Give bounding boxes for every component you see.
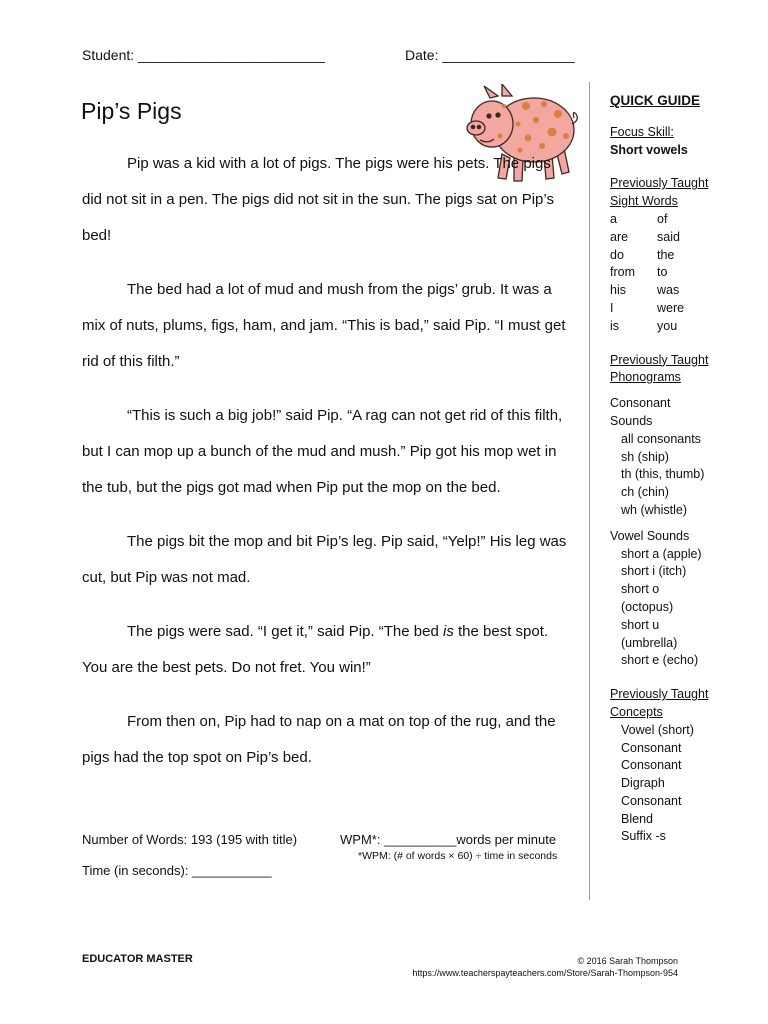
concept-item: Blend bbox=[621, 811, 653, 826]
educator-master-label: EDUCATOR MASTER bbox=[82, 953, 193, 965]
sight-word: said bbox=[657, 229, 680, 244]
quick-guide bbox=[610, 92, 760, 846]
sight-word: his bbox=[610, 283, 626, 298]
consonant-item: th (this, thumb) bbox=[621, 467, 705, 482]
guide-title: QUICK GUIDE bbox=[610, 93, 701, 108]
vowel-item: short a (apple) bbox=[621, 546, 702, 561]
sight-word: the bbox=[657, 247, 675, 262]
sight-word: are bbox=[610, 229, 629, 244]
sight-word: I bbox=[610, 300, 614, 315]
wpm-formula: *WPM: (# of words × 60) ÷ time in seconds bbox=[358, 850, 558, 862]
sight-word: you bbox=[657, 318, 678, 333]
paragraph-2: The bed had a lot of mud and mush from the pigs’ grub. It was a mix of nuts, plums, figs, ham, and jam. “This is bad,” said Pip. “I must get rid of this filth.” bbox=[82, 281, 566, 370]
concept-item: Consonant bbox=[621, 758, 682, 773]
consonant-item: wh (whistle) bbox=[621, 502, 687, 517]
sight-word: is bbox=[610, 318, 620, 333]
paragraph-5-emphasis: is bbox=[442, 623, 454, 640]
paragraph-5 bbox=[82, 614, 570, 686]
paragraph-3: “This is such a big job!” said Pip. “A rag can not get rid of this filth, but I can mop up a bunch of the mud and mush.” Pip got his mop wet in the tub, but the pigs got mad when Pip put the mop on the bed. bbox=[82, 407, 563, 496]
vowel-item: (octopus) bbox=[621, 599, 674, 614]
paragraph-1: Pip was a kid with a lot of pigs. The pigs were his pets. The pigs did not sit in a pen. The pigs did not sit in the sun. The pigs sat on Pip’s bed! bbox=[82, 155, 554, 244]
store-url: https://www.teacherspayteachers.com/Store/Sarah-Thompson-954 bbox=[412, 968, 678, 978]
concept-item: Consonant bbox=[621, 740, 682, 755]
concept-item: Digraph bbox=[621, 776, 665, 791]
focus-skill-value: Short vowels bbox=[610, 142, 688, 157]
story-body bbox=[82, 146, 570, 794]
phonograms-heading: Previously Taught bbox=[610, 352, 709, 367]
paragraph-5-text-a: The pigs were sad. “I get it,” said Pip. “The bed bbox=[127, 623, 443, 640]
sight-word: were bbox=[657, 300, 685, 315]
copyright-text: © 2016 Sarah Thompson bbox=[577, 956, 678, 966]
vowel-item: short e (echo) bbox=[621, 653, 699, 668]
sight-word: was bbox=[657, 283, 680, 298]
concept-item: Vowel (short) bbox=[621, 722, 694, 737]
consonant-item: all consonants bbox=[621, 431, 701, 446]
sight-words-heading: Previously Taught bbox=[610, 176, 709, 191]
consonant-sounds-label-2: Sounds bbox=[610, 413, 653, 428]
vowel-item: short o bbox=[621, 582, 660, 597]
sight-word: of bbox=[657, 211, 668, 226]
sight-word: do bbox=[610, 247, 624, 262]
consonant-sounds-label: Consonant bbox=[610, 396, 671, 411]
paragraph-5-text-b: the best spot. You are the best pets. Do not fret. You win!” bbox=[82, 623, 549, 676]
sight-word: from bbox=[610, 265, 635, 280]
concepts-heading: Previously Taught bbox=[610, 687, 709, 702]
date-field: Date: _________________ bbox=[405, 47, 575, 63]
guide-divider bbox=[589, 82, 590, 900]
sight-words-list bbox=[610, 211, 760, 336]
consonant-item: sh (ship) bbox=[621, 449, 669, 464]
sight-word: to bbox=[657, 265, 668, 280]
concept-item: Consonant bbox=[621, 793, 682, 808]
wpm-field: WPM*: __________words per minute bbox=[340, 832, 557, 847]
vowel-item: short i (itch) bbox=[621, 564, 687, 579]
time-field: Time (in seconds): ___________ bbox=[82, 863, 272, 878]
focus-skill-label: Focus Skill: bbox=[610, 124, 674, 139]
copyright-block bbox=[400, 955, 678, 979]
vowel-sounds-label: Vowel Sounds bbox=[610, 528, 690, 543]
story-title: Pip’s Pigs bbox=[81, 98, 182, 124]
vowel-item: (umbrella) bbox=[621, 635, 678, 650]
concepts-heading-2: Concepts bbox=[610, 704, 663, 719]
vowel-item: short u bbox=[621, 617, 660, 632]
sight-word: a bbox=[610, 211, 617, 226]
word-count: Number of Words: 193 (195 with title) bbox=[82, 832, 298, 847]
concept-item: Suffix -s bbox=[621, 829, 666, 844]
phonograms-heading-2: Phonograms bbox=[610, 370, 681, 385]
student-field: Student: ________________________ bbox=[82, 47, 325, 63]
paragraph-4: The pigs bit the mop and bit Pip’s leg. Pip said, “Yelp!” His leg was cut, but Pip was not mad. bbox=[82, 533, 567, 586]
consonant-item: ch (chin) bbox=[621, 485, 669, 500]
paragraph-6: From then on, Pip had to nap on a mat on top of the rug, and the pigs had the top spot on Pip’s bed. bbox=[82, 713, 556, 766]
sight-words-heading-2: Sight Words bbox=[610, 194, 678, 209]
